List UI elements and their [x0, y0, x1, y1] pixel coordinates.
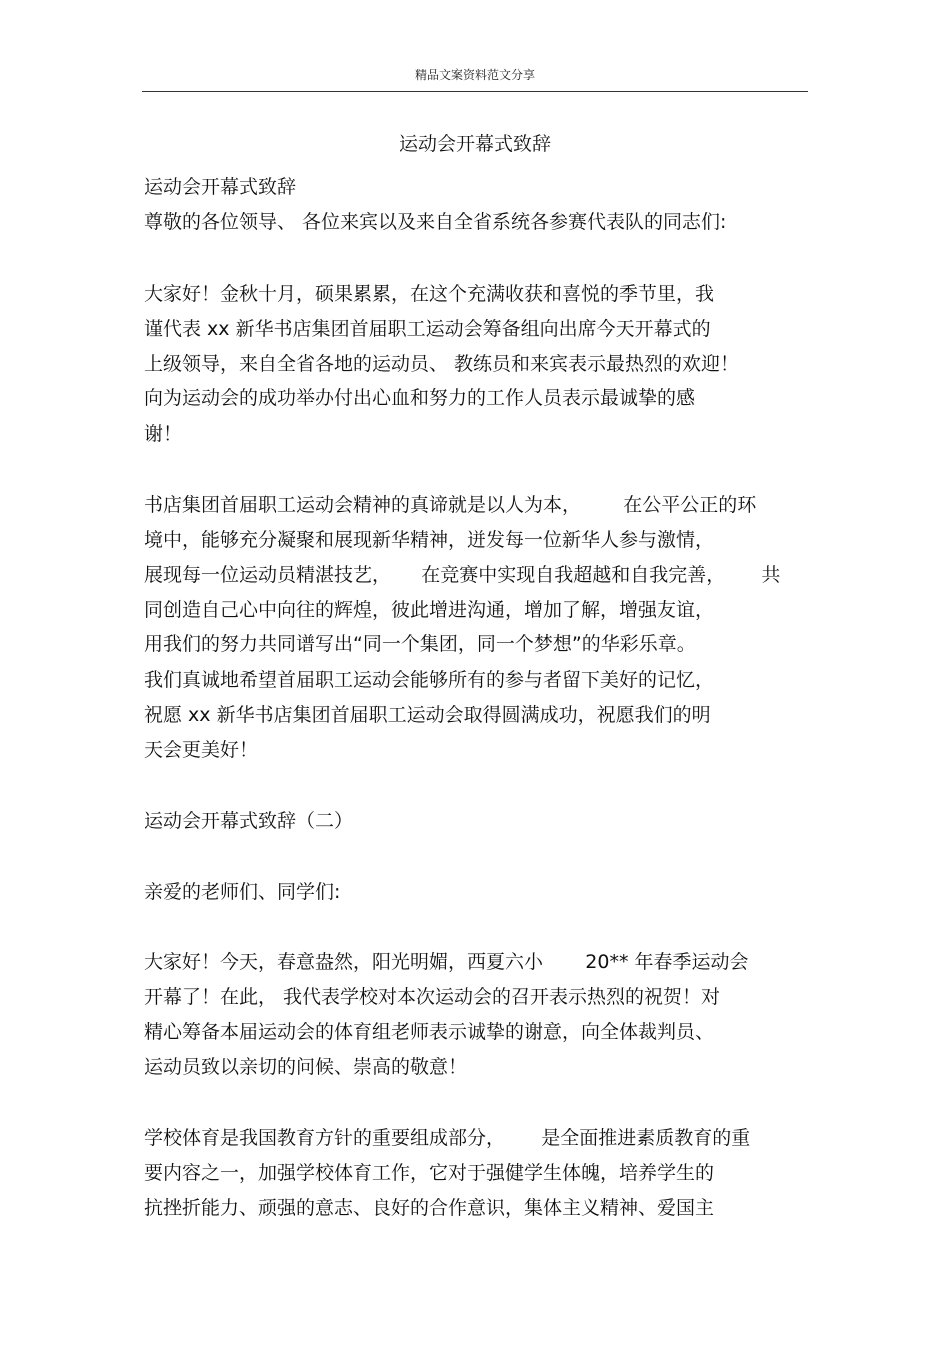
section-heading: 运动会开幕式致辞（二）	[144, 810, 354, 832]
text-line: 用我们的努力共同谱写出“同一个集团，同一个梦想”的华彩乐章。	[144, 633, 696, 655]
text-line: 谨代表 xx 新华书店集团首届职工运动会筹备组向出席今天开幕式的	[144, 318, 711, 340]
text-line: 天会更美好！	[144, 739, 259, 761]
text-line: 同创造自己心中向往的辉煌，彼此增进沟通，增加了解，增强友谊，	[144, 599, 715, 621]
page-header: 精品文案资料范文分享	[414, 68, 535, 82]
text-line: 抗挫折能力、顽强的意志、良好的合作意识，集体主义精神、爱国主	[144, 1197, 715, 1219]
text-line: 大家好！今天，春意盎然，阳光明媚，西夏六小 20** 年春季运动会	[144, 951, 749, 973]
document-title: 运动会开幕式致辞	[398, 133, 551, 155]
text-line: 尊敬的各位领导、 各位来宾以及来自全省系统各参赛代表队的同志们:	[144, 211, 727, 233]
text-line: 开幕了！在此， 我代表学校对本次运动会的召开表示热烈的祝贺！对	[144, 986, 721, 1008]
text-line: 境中，能够充分凝聚和展现新华精神，迸发每一位新华人参与激情，	[144, 529, 715, 551]
text-line: 展现每一位运动员精湛技艺， 在竞赛中实现自我超越和自我完善， 共	[144, 564, 781, 586]
text-line: 精心筹备本届运动会的体育组老师表示诚挚的谢意，向全体裁判员、	[144, 1021, 715, 1043]
text-line: 书店集团首届职工运动会精神的真谛就是以人为本， 在公平公正的环	[144, 494, 757, 516]
text-line: 谢！	[144, 423, 183, 445]
text-line: 向为运动会的成功举办付出心血和努力的工作人员表示最诚挚的感	[144, 387, 696, 409]
text-line: 祝愿 xx 新华书店集团首届职工运动会取得圆满成功，祝愿我们的明	[144, 704, 711, 726]
text-line: 要内容之一，加强学校体育工作，它对于强健学生体魄，培养学生的	[144, 1162, 715, 1184]
text-line: 运动员致以亲切的问候、崇高的敬意！	[144, 1056, 468, 1078]
text-line: 亲爱的老师们、同学们:	[144, 881, 341, 903]
text-line: 我们真诚地希望首届职工运动会能够所有的参与者留下美好的记忆，	[144, 669, 715, 691]
text-line: 上级领导，来自全省各地的运动员、 教练员和来宾表示最热烈的欢迎！	[144, 353, 740, 375]
text-line: 运动会开幕式致辞	[144, 176, 297, 198]
header-divider	[142, 91, 808, 92]
text-line: 大家好！金秋十月，硕果累累，在这个充满收获和喜悦的季节里，我	[144, 283, 715, 305]
text-line: 学校体育是我国教育方针的重要组成部分， 是全面推进素质教育的重	[144, 1127, 751, 1149]
